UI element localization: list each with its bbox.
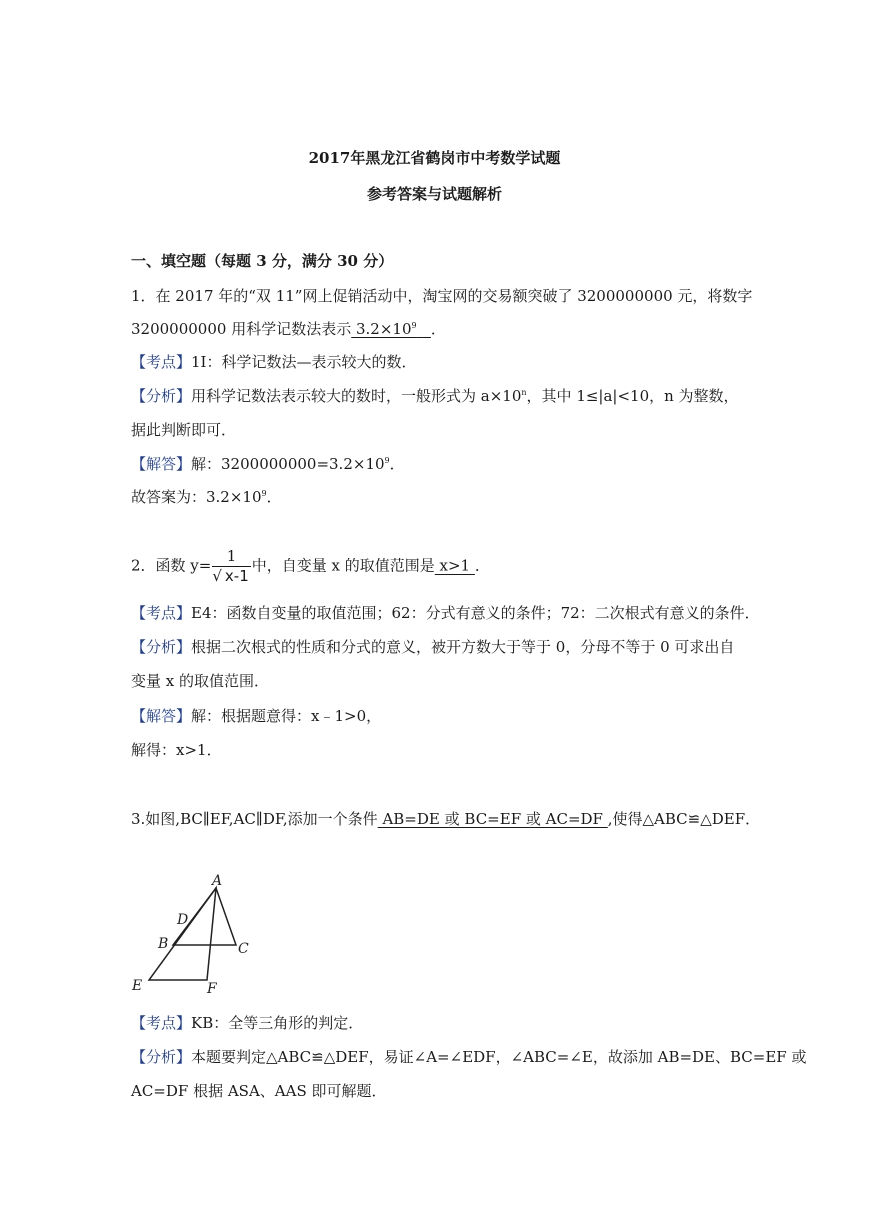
label-e: E (132, 978, 143, 994)
q3-answer: AB=DE 或 BC=EF 或 AC=DF (377, 810, 608, 828)
section-heading: 一、填空题（每题 3 分，满分 30 分） (131, 252, 394, 270)
triangle-figure (128, 868, 258, 998)
q1-jieda: 【解答】解：$3200000000=3.2\times 10^9$． (131, 455, 405, 473)
q3-stem: 3.如图,BC∥EF,AC∥DF,添加一个条件 AB=DE 或 BC=EF 或 AC=DF ,使得△ABC≌△DEF． (131, 810, 761, 828)
q2-fenxi: 【分析】根据二次根式的性质和分式的意义，被开方数大于等于 0，分母不等于 0 可求出自 (131, 638, 735, 656)
q2-conclusion: 解得：x>1． (131, 741, 222, 759)
fenxi-tag: 【分析】 (131, 387, 192, 405)
q1-stem-line1: 1．在 2017 年的“双 11”网上促销活动中，淘宝网的交易额突破了 3200000000 元，将数字 (131, 287, 753, 305)
label-f: F (207, 981, 217, 997)
document-subtitle: 参考答案与试题解析 (366, 185, 502, 203)
q1-fenxi-line2: 据此判断即可． (131, 421, 237, 439)
q3-fenxi: 【分析】本题要判定△ABC≌△DEF，易证∠A=∠EDF，∠ABC=∠E，故添加 AB=DE、BC=EF 或 (131, 1048, 807, 1066)
q3-fenxi-line2: AC=DF 根据 ASA、AAS 即可解题． (131, 1082, 387, 1100)
label-a: A (212, 873, 223, 889)
label-c: C (238, 941, 249, 957)
q1-fenxi: 【分析】用科学记数法表示较大的数时，一般形式为 $a\times 10^n$，其中 1≤|a|<10，n 为整数， (131, 387, 739, 405)
q1-kaodian: 【考点】1I：科学记数法—表示较大的数． (131, 353, 417, 371)
q2-fenxi-line2: 变量 x 的取值范围． (131, 672, 269, 690)
q1-stem-text: 3200000000 用科学记数法表示 (131, 320, 352, 338)
document-title: 2017年黑龙江省鹤岗市中考数学试题 (308, 149, 561, 167)
kaodian-tag: 【考点】 (131, 1014, 192, 1032)
q2-jieda: 【解答】解：根据题意得：x﹣1>0， (131, 707, 382, 725)
jieda-tag: 【解答】 (131, 455, 192, 473)
q2-kaodian: 【考点】E4：函数自变量的取值范围；62：分式有意义的条件；72：二次根式有意义的条件． (131, 604, 760, 622)
fenxi-tag: 【分析】 (131, 638, 192, 656)
q2-fraction: $\frac{1}{√ x-1}$ (212, 547, 249, 585)
q1-answer: $3.2\times 10^9$ (351, 320, 417, 338)
q2-stem: 2．函数 y= $\frac{1}{√ x-1}$ 中，自变量 x 的取值范围是 x>1 ． (131, 547, 490, 585)
label-d: D (177, 912, 189, 928)
q2-answer: x>1 (434, 556, 475, 575)
q3-kaodian: 【考点】KB：全等三角形的判定． (131, 1014, 364, 1032)
kaodian-tag: 【考点】 (131, 353, 192, 371)
q1-conclusion: 故答案为：$3.2\times 10^9$． (131, 488, 282, 506)
q1-stem-line2: 3200000000 用科学记数法表示 $3.2\times 10^9$ ． (131, 320, 446, 338)
label-b: B (158, 936, 169, 952)
jieda-tag: 【解答】 (131, 707, 192, 725)
fenxi-tag: 【分析】 (131, 1048, 192, 1066)
kaodian-tag: 【考点】 (131, 604, 192, 622)
